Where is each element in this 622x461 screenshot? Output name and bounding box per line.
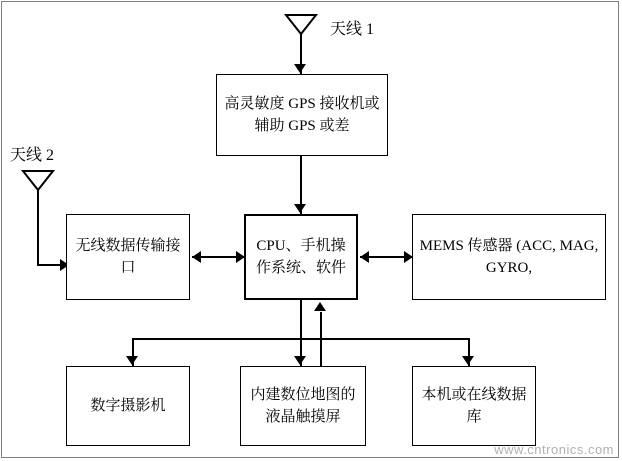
node-mems-sensors[interactable]: MEMS 传感器 (ACC, MAG, GYRO, — [412, 214, 606, 300]
connector-cpu-bus — [300, 300, 302, 340]
arrow-antenna1-gps — [294, 64, 306, 73]
antenna2-label: 天线 2 — [10, 147, 55, 164]
watermark: www.cntronics.com — [494, 442, 614, 457]
node-database[interactable]: 本机或在线数据库 — [412, 366, 536, 446]
node-gps-receiver[interactable]: 高灵敏度 GPS 接收机或辅助 GPS 或差 — [216, 74, 388, 156]
node-cpu[interactable]: CPU、手机操作系统、软件 — [244, 214, 358, 300]
arrow-gps-cpu — [294, 204, 306, 213]
node-digital-camera[interactable]: 数字摄影机 — [66, 366, 190, 446]
arrow-cpu-wireless — [192, 251, 201, 263]
arrow-map-cpu — [314, 302, 326, 311]
connector-map-cpu — [320, 312, 322, 368]
arrow-bus-database — [462, 356, 474, 365]
node-lcd-map[interactable]: 内建数位地图的液晶触摸屏 — [240, 366, 366, 446]
arrow-mems-cpu — [360, 251, 369, 263]
node-wireless-interface[interactable]: 无线数据传输接口 — [66, 214, 190, 300]
antenna1-label: 天线 1 — [330, 21, 375, 38]
arrow-bus-camera — [126, 356, 138, 365]
arrow-bus-map — [294, 356, 306, 365]
connector-antenna2-vertical — [37, 216, 39, 266]
